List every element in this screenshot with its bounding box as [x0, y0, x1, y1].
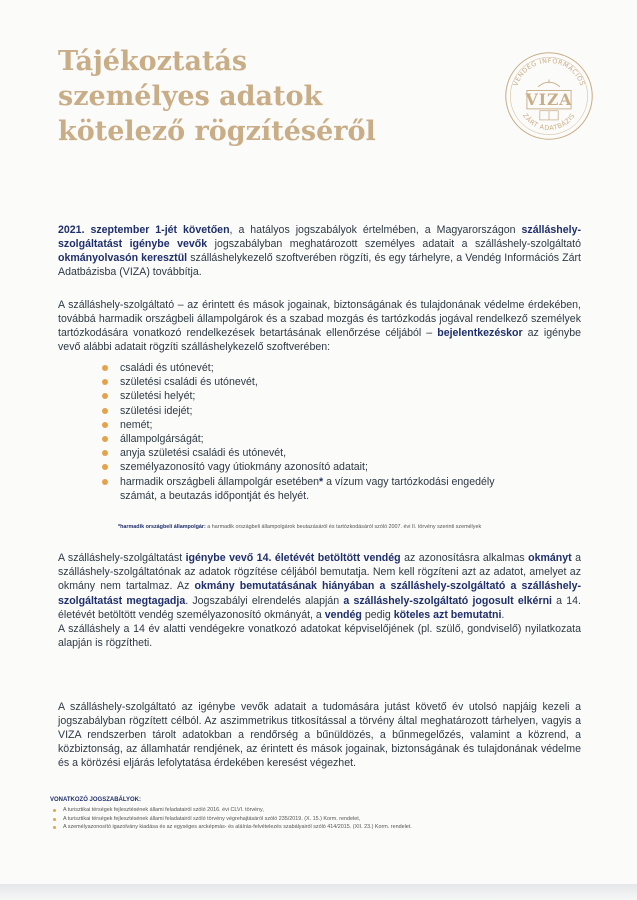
list-item-text: harmadik országbeli állampolgár esetében [120, 475, 320, 488]
id-refusal-emphasis: okmány bemutatásának hiányában a szálláshely-szolgáltató a szálláshely-szolgáltatást megtagadja [58, 580, 581, 607]
list-item [100, 475, 520, 503]
footnote-text: a harmadik országbeli állampolgárok beutazásáról és tartózkodásáról szóló 2007. évi II. törvény szerinti személyek [205, 524, 482, 531]
viza-seal-logo [503, 50, 595, 142]
id-text-4: . Jogszabályi elrendelés alapján [185, 594, 344, 607]
title-line-2: személyes adatok [58, 81, 323, 112]
list-item: nemét; [100, 418, 520, 432]
laws-list [50, 806, 590, 832]
title-line-3: kötelező rögzítéséről [58, 116, 376, 147]
footnote-label: *harmadik országbeli állampolgár: [118, 524, 206, 531]
list-item: anyja születési családi és utónevét, [100, 446, 520, 460]
title-line-1: Tájékoztatás [58, 46, 248, 77]
list-item: A turisztikai térségek fejlesztésének állami feladatairól szóló 2016. évi CLVI. törvény, [50, 806, 590, 815]
list-item: születési helyét; [100, 389, 520, 403]
id-obliged-emphasis: köteles azt bemutatni [393, 608, 502, 621]
id-document-emphasis: okmányt [528, 552, 572, 564]
list-item: családi és utónevét; [100, 361, 520, 375]
list-item: A személyazonosító igazolvány kiadása és az egységes arcképmás- és aláírás-felvételezés szabályairól szóló 414/2015. (XII. 23.) Korm. rendelet. [50, 823, 590, 832]
id-entitled-emphasis: a szálláshely-szolgáltató jogosult elkérni [343, 594, 552, 607]
id-text-3: a szálláshely-szolgáltatónak az adatok rögzítése céljából bemutatja. Nem kell rögzíteni azt az adatot, amelyet az okmány nem tartalmaz. Az [58, 552, 582, 593]
list-item-text: a vízum vagy tartózkodási engedély számát, a beutazás időpontját és helyét. [120, 475, 495, 502]
retention-paragraph: A szálláshely-szolgáltató az igénybe vevők adatait a tudomására jutást követő év utolsó napjáig kezeli a jogszabályban rögzített célból. Az aszimmetrikus titkosítással a törvény által meghatározott tárhelyen, vagyis a VIZA rendszerben tárolt adatokban a rendőrség a bűnüldözés, a bűnmegelőzés, valamint a közrend, a közbiztonság, az államhatár rendjének, az érintett és mások jogainak, biztonságának és tulajdonának védelme és a körözési eljárás lefolytatása érdekében keresést végezhet. [58, 700, 581, 770]
intro-paragraph [58, 223, 581, 280]
scan-bottom-edge [0, 884, 637, 900]
purpose-text-1: A szálláshely-szolgáltató – az érintett és mások jogainak, biztonságának és tulajdonának védelme érdekében, továbbá harmadik országbeli állampolgárok és a szabad mozgás és tartózkodás jogával rendelkező személyek tartózkodására vonatkozó rendelkezések betartásának ellenőrzése céljából – [58, 298, 581, 339]
page-title [58, 44, 376, 149]
list-item: születési családi és utónevét, [100, 375, 520, 389]
id-text-2: az azonosításra alkalmas [400, 552, 529, 564]
purpose-text-2: az igénybe vevő alábbi adatait rögzíti szálláshelykezelő szoftverében: [58, 327, 582, 354]
recorded-data-list [100, 361, 520, 503]
footnote [118, 523, 498, 531]
intro-text-2: jogszabályban meghatározott személyes adatait a szálláshely-szolgáltató [207, 237, 582, 250]
list-item: születési idejét; [100, 404, 520, 418]
footnote-marker: * [319, 475, 324, 488]
list-item: személyazonosító vagy útiokmány azonosító adatait; [100, 460, 520, 474]
identification-paragraph [58, 551, 581, 650]
related-laws [50, 797, 590, 832]
svg-text:VIZA: VIZA [525, 90, 573, 110]
list-item: állampolgárságát; [100, 432, 520, 446]
svg-text:ZÁRT ADATBÁZIS: ZÁRT ADATBÁZIS [521, 111, 577, 133]
id-text-6: pedig [361, 608, 394, 621]
id-text-5: a 14. életévét betöltött vendég személyazonosító okmányát, a [58, 594, 581, 621]
purpose-paragraph [58, 298, 581, 355]
id-text-7: . [501, 608, 505, 621]
intro-guests-emphasis: szálláshely-szolgáltatást igénybe vevők [58, 223, 581, 250]
intro-reader-emphasis: okmányolvasón keresztül [58, 252, 188, 264]
list-item: A turisztikai térségek fejlesztésének állami feladatairól szóló törvény végrehajtásáról szóló 235/2019. (X. 15.) Korm. rendelet, [50, 815, 590, 824]
purpose-checkin-emphasis: bejelentkezéskor [437, 327, 523, 339]
id-age-emphasis: igénybe vevő 14. életévét betöltött vendég [185, 552, 401, 564]
id-guest-emphasis: vendég [324, 608, 362, 621]
intro-date-emphasis: 2021. szeptember 1-jét követően [58, 223, 230, 236]
intro-text-3: szálláshelykezelő szoftverében rögzíti, és egy tárhelyre, a Vendég Információs Zárt Adatbázisba (VIZA) továbbítja. [58, 252, 581, 279]
laws-title: VONATKOZÓ JOGSZABÁLYOK: [50, 797, 142, 803]
under-14-text: A szálláshely a 14 év alatti vendégekre vonatkozó adatokat képviselőjének (pl. szülő, gondviselő) nyilatkozata alapján is rögzítheti. [58, 623, 581, 650]
svg-text:VENDÉG INFORMÁCIÓS: VENDÉG INFORMÁCIÓS [511, 56, 587, 88]
identification-main-text [58, 551, 581, 622]
intro-text-1: , a hatályos jogszabályok értelmében, a Magyarországon [229, 223, 522, 236]
id-text-1: A szálláshely-szolgáltatást [58, 552, 186, 564]
